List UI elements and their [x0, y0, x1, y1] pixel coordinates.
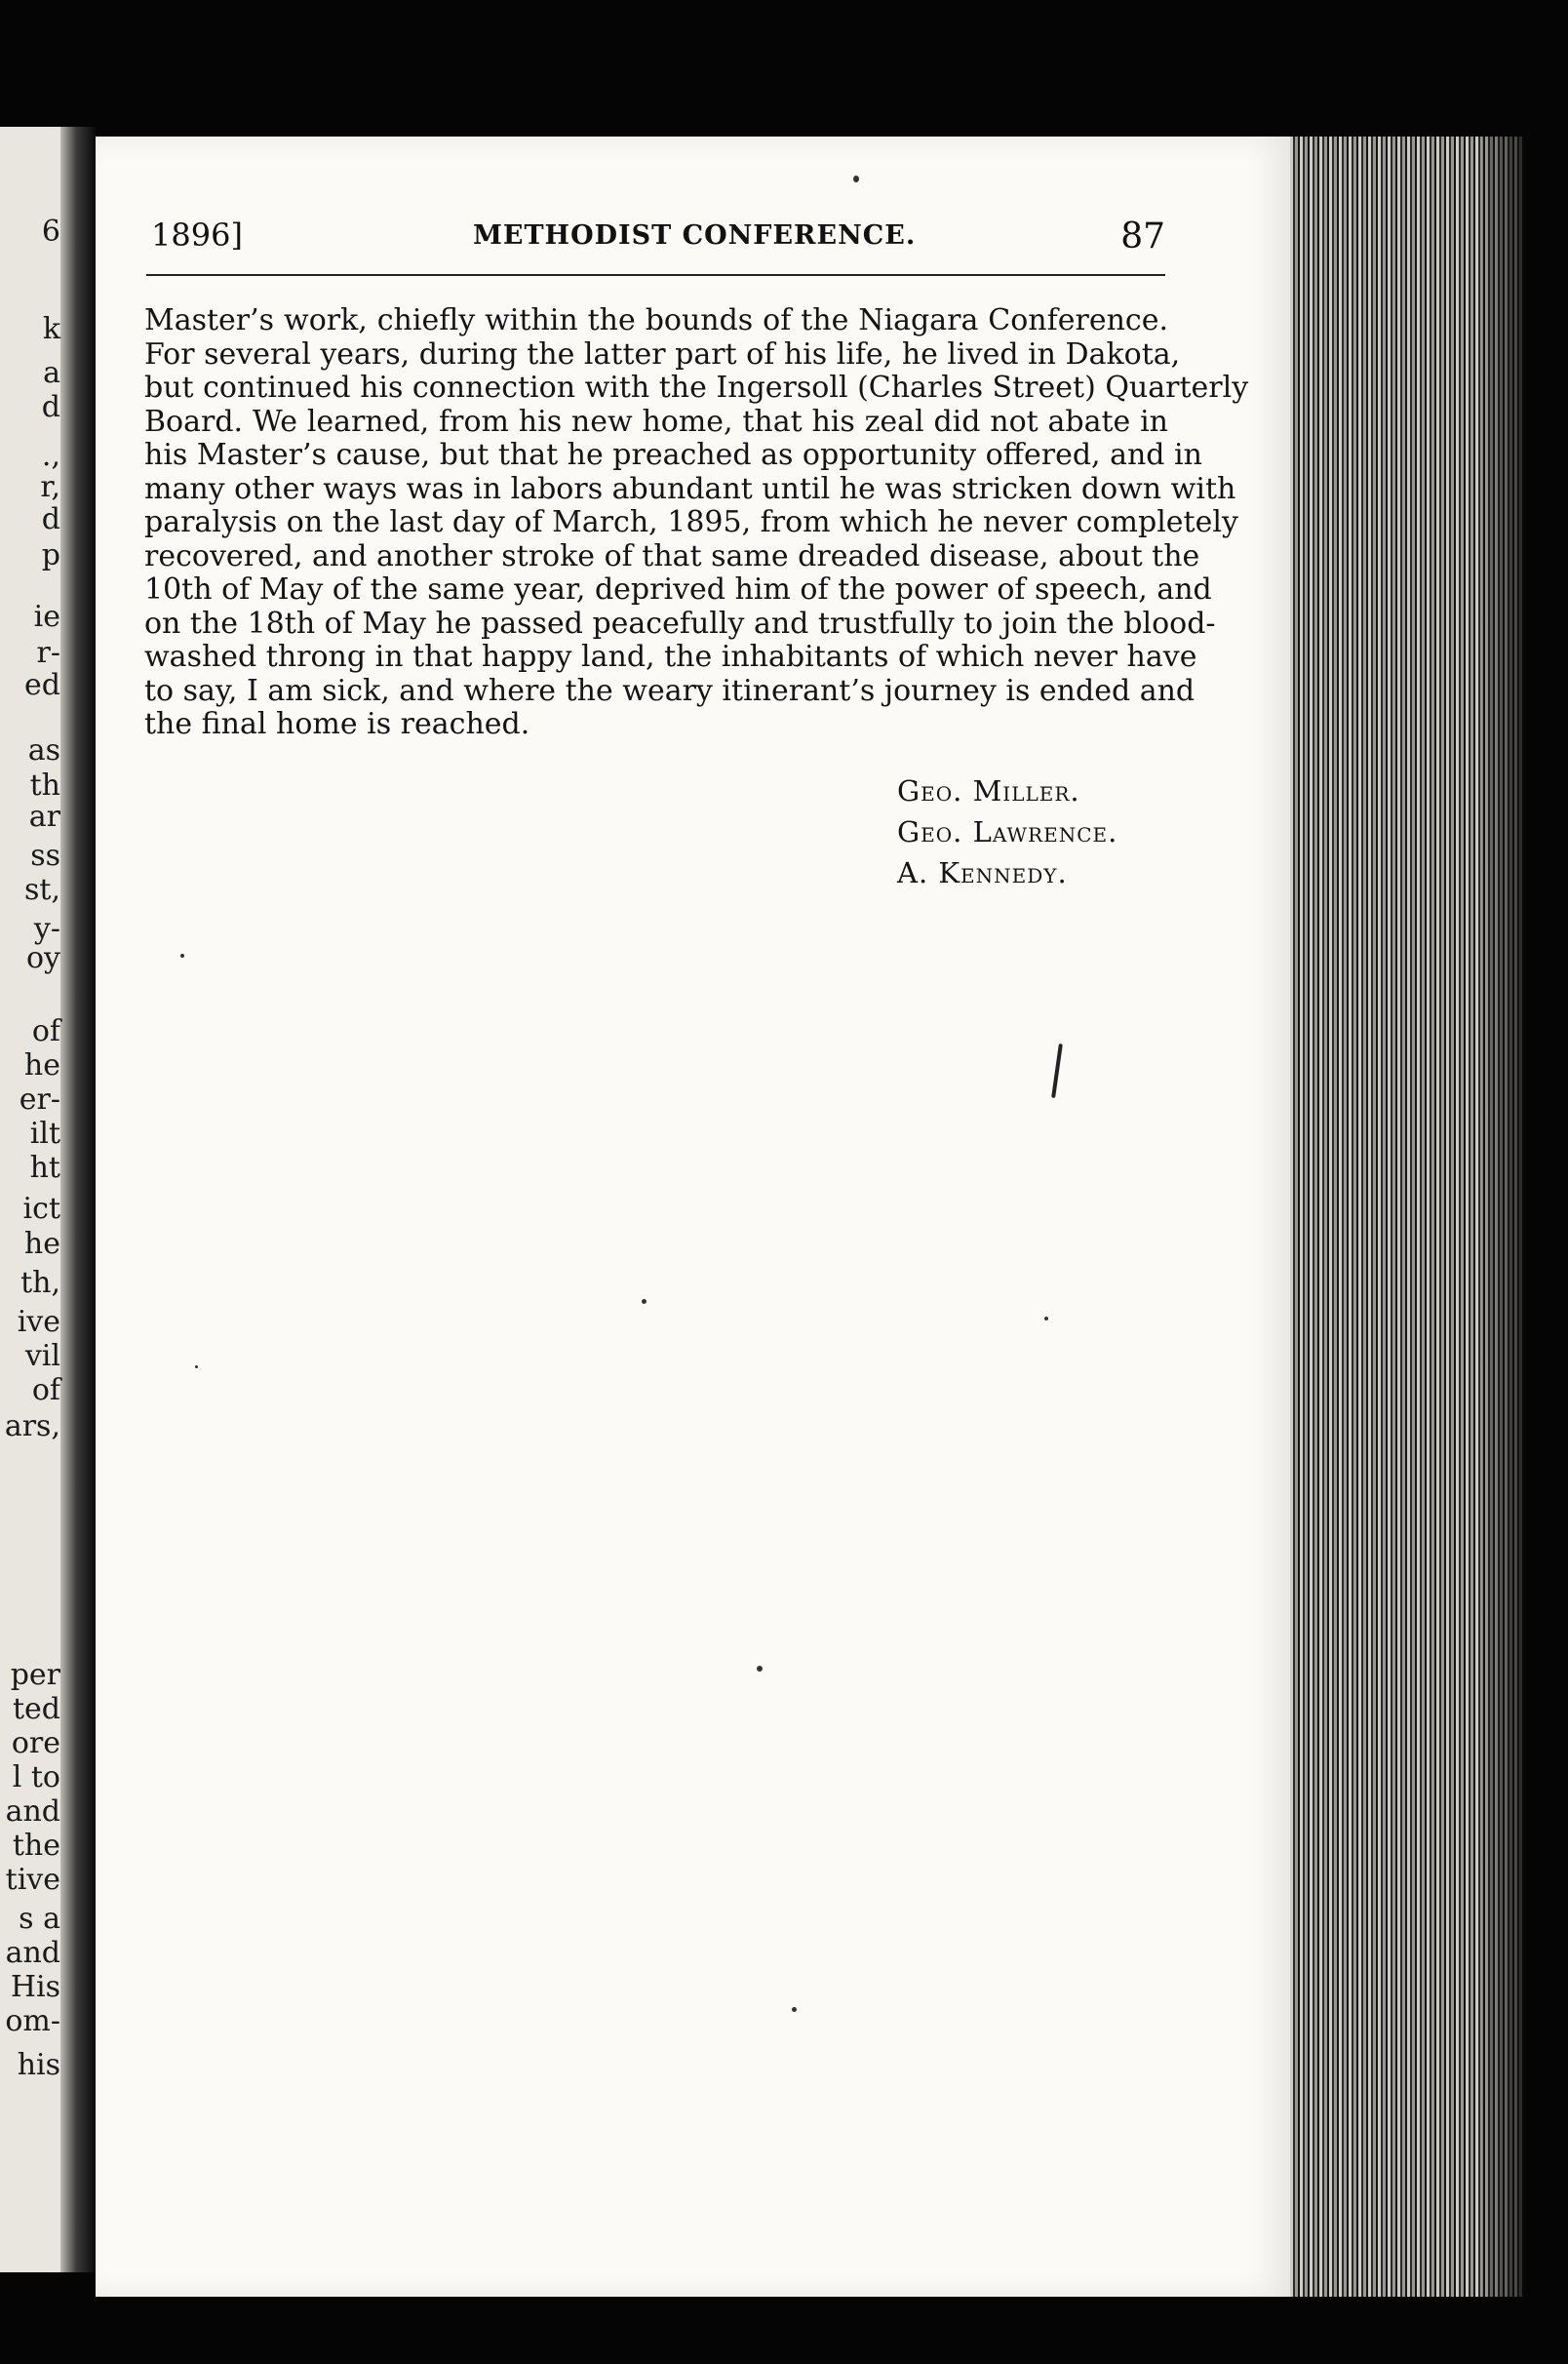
header-title: METHODIST CONFERENCE. — [473, 220, 917, 251]
left-page-fragment: ht — [29, 1151, 60, 1185]
left-page-fragment: vil — [24, 1339, 60, 1373]
signature-block — [897, 770, 1117, 893]
speck — [180, 954, 184, 958]
left-page-fragment: p — [41, 538, 60, 572]
text-line: Master’s work, chiefly within the bounds of the Niagara Conference. — [144, 303, 1168, 337]
speck — [792, 2007, 797, 2012]
left-page-fragment: he — [23, 1227, 60, 1261]
speck — [195, 1365, 198, 1368]
left-page-fragment: ars, — [4, 1409, 60, 1443]
left-page-fragment: as — [27, 733, 60, 768]
left-page-fragment: 6 — [41, 215, 60, 249]
text-line: his Master’s cause, but that he preached as opportunity offered, and in — [144, 438, 1202, 472]
left-page-fragment: of — [31, 1373, 60, 1407]
signature-name: Geo. Lawrence. — [897, 815, 1118, 848]
left-page-fragment: d — [41, 390, 60, 424]
signature-name: Geo. Miller. — [897, 774, 1080, 808]
text-line: recovered, and another stroke of that same dreaded disease, about the — [144, 538, 1200, 573]
left-page-fragment: ict — [22, 1192, 60, 1226]
left-page-fragment: ore — [11, 1726, 60, 1760]
left-page-fragment: st, — [24, 873, 60, 907]
left-page-text-fragments — [0, 0, 70, 2364]
left-page-fragment: ted — [12, 1692, 60, 1726]
text-line: many other ways was in labors abundant until he was stricken down with — [144, 471, 1236, 506]
left-page-fragment: s a — [19, 1902, 60, 1936]
running-header — [151, 217, 1165, 265]
left-page-fragment: l to — [12, 1760, 60, 1794]
speck — [1044, 1317, 1048, 1320]
left-page-fragment: tive — [5, 1863, 60, 1897]
left-page-fragment: ilt — [29, 1117, 60, 1151]
speck — [853, 176, 859, 182]
page-number: 87 — [1120, 217, 1165, 256]
left-page-fragment: d — [41, 502, 60, 536]
left-page-fragment: His — [10, 1970, 60, 2004]
text-line: the final home is reached. — [144, 707, 530, 741]
speck — [757, 1666, 763, 1672]
left-page-fragment: and — [5, 1794, 60, 1829]
left-page-fragment: per — [10, 1658, 60, 1692]
left-page-fragment: r- — [36, 636, 60, 670]
left-page-fragment: his — [17, 2048, 60, 2082]
text-line: washed throng in that happy land, the inhabitants of which never have — [144, 640, 1197, 674]
left-page-fragment: r, — [40, 470, 60, 504]
left-page-fragment: he — [23, 1048, 60, 1083]
text-line: but continued his connection with the Ingersoll (Charles Street) Quarterly — [144, 371, 1249, 405]
text-line: to say, I am sick, and where the weary itinerant’s journey is ended and — [144, 673, 1196, 708]
left-page-fragment: ar — [28, 800, 60, 834]
header-rule — [146, 274, 1165, 276]
left-page-fragment: ed — [24, 668, 60, 702]
left-page-fragment: ., — [41, 439, 60, 473]
left-page-fragment: a — [43, 356, 60, 390]
text-line: paralysis on the last day of March, 1895, from which he never completely — [144, 505, 1238, 539]
left-page-fragment: er- — [19, 1083, 60, 1117]
text-line: For several years, during the latter part of his life, he lived in Dakota, — [144, 336, 1181, 372]
text-line: 10th of May of the same year, deprived him of the power of speech, and — [144, 572, 1212, 607]
left-page-fragment: om- — [5, 2004, 60, 2038]
header-year: 1896] — [151, 217, 243, 254]
signature-name: A. Kennedy. — [897, 856, 1068, 889]
left-page-fragment: the — [12, 1829, 60, 1863]
left-page-fragment: and — [5, 1936, 60, 1970]
left-page-fragment: ss — [30, 839, 60, 873]
left-page-fragment: ie — [33, 600, 60, 634]
body-paragraph — [144, 303, 1249, 742]
left-page-fragment: th — [29, 768, 60, 803]
left-page-fragment: th, — [20, 1266, 60, 1300]
text-line: Board. We learned, from his new home, that his zeal did not abate in — [144, 404, 1168, 439]
left-page-fragment: ive — [17, 1305, 60, 1339]
text-line: on the 18th of May he passed peacefully and trustfully to join the blood- — [144, 606, 1216, 641]
left-page-fragment: y- — [33, 912, 60, 946]
left-page-fragment: k — [42, 312, 60, 346]
page-edges-shadow — [1482, 137, 1541, 2297]
left-page-fragment: oy — [25, 941, 60, 975]
left-page-fragment: of — [31, 1014, 60, 1048]
speck — [642, 1299, 647, 1304]
